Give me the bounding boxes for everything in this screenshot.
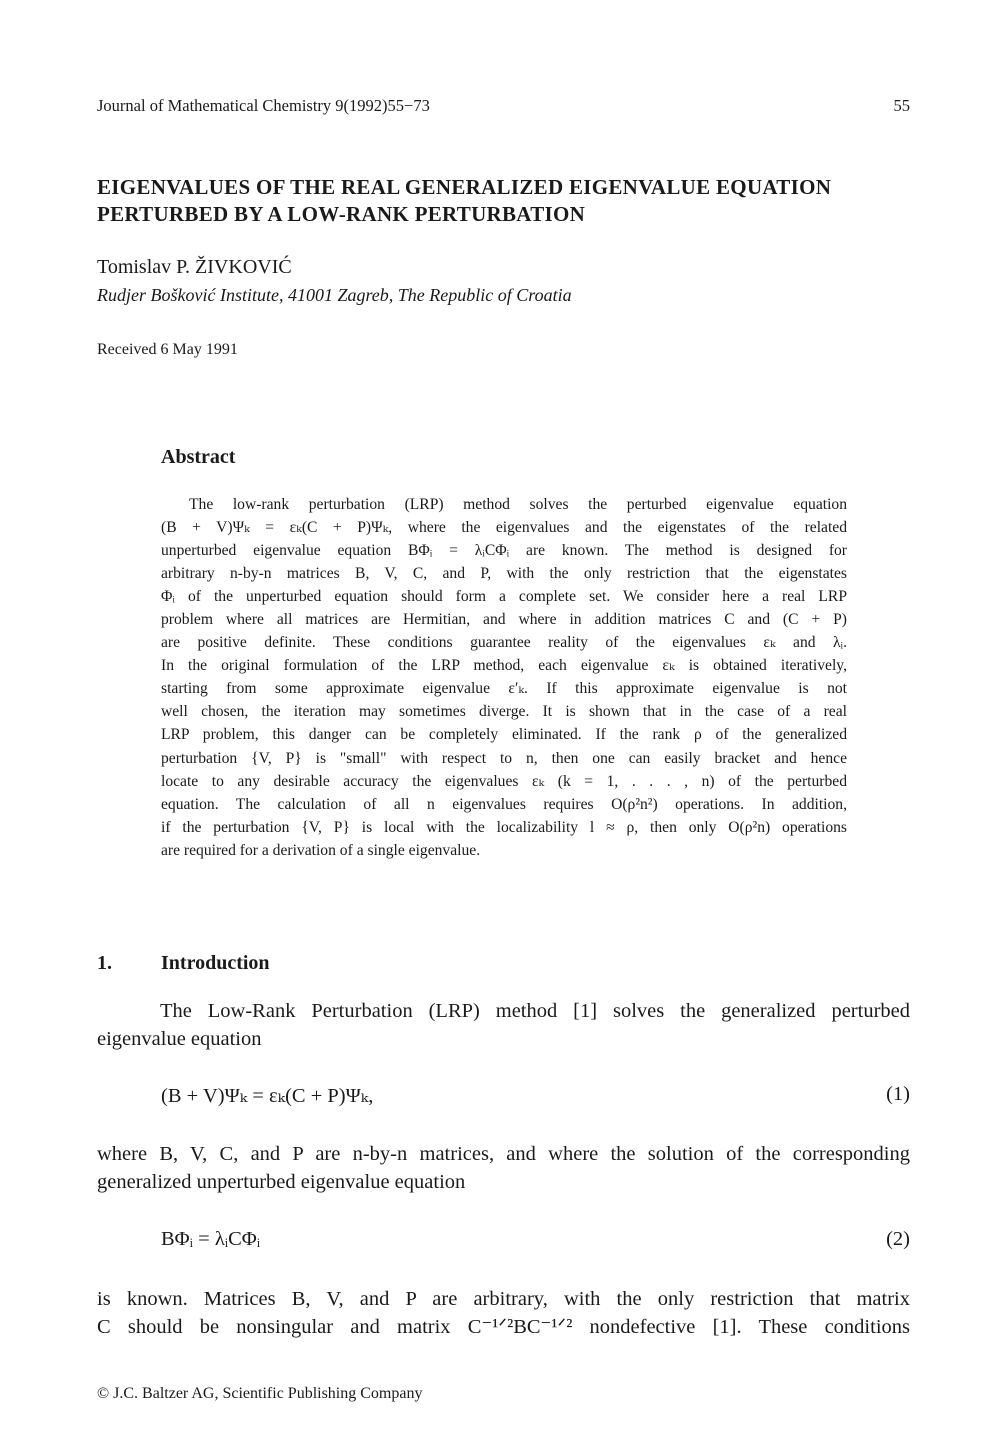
abstract-line: (B + V)Ψₖ = εₖ(C + P)Ψₖ, where the eigenvalues and the eigenstates of the related	[161, 519, 847, 537]
title-line: PERTURBED BY A LOW-RANK PERTURBATION	[97, 202, 586, 226]
abstract-line: locate to any desirable accuracy the eigenvalues εₖ (k = 1, . . . , n) of the perturbed	[161, 772, 847, 790]
abstract-line: arbitrary n-by-n matrices B, V, C, and P, with the only restriction that the eigenstates	[161, 565, 847, 583]
abstract-heading: Abstract	[161, 446, 236, 468]
abstract-line: Φᵢ of the unperturbed equation should form a complete set. We consider here a real LRP	[161, 588, 847, 606]
body-paragraph	[97, 997, 910, 1053]
body-line: eigenvalue equation	[97, 1028, 262, 1050]
author-name: Tomislav P. ŽIVKOVIĆ	[97, 256, 292, 278]
body-line: C should be nonsingular and matrix C⁻¹ᐟ²BC⁻¹ᐟ² nondefective [1]. These conditions	[97, 1316, 910, 1338]
page-number: 55	[893, 96, 910, 115]
abstract-line: perturbation {V, P} is "small" with respect to n, then one can easily bracket and hence	[161, 749, 847, 767]
abstract-line: problem where all matrices are Hermitian, and where in addition matrices C and (C + P)	[161, 611, 847, 629]
abstract-body	[161, 493, 847, 862]
body-line: The Low-Rank Perturbation (LRP) method [1] solves the generalized perturbed	[160, 1000, 910, 1022]
equation-2-number: (2)	[886, 1228, 910, 1250]
abstract-line: LRP problem, this danger can be completely eliminated. If the rank ρ of the generalized	[161, 726, 847, 744]
abstract-line: are positive definite. These conditions guarantee reality of the eigenvalues εₖ and λᵢ.	[161, 634, 847, 652]
abstract-line: if the perturbation {V, P} is local with the localizability l ≈ ρ, then only O(ρ²n) operations	[161, 818, 847, 836]
section-title: Introduction	[161, 952, 270, 974]
body-line: is known. Matrices B, V, and P are arbitrary, with the only restriction that matrix	[97, 1288, 910, 1310]
running-head: Journal of Mathematical Chemistry 9(1992)55−73	[97, 96, 430, 115]
equation-1-number: (1)	[886, 1083, 910, 1105]
abstract-line: starting from some approximate eigenvalue ε′ₖ. If this approximate eigenvalue is not	[161, 680, 847, 698]
abstract-line: are required for a derivation of a single eigenvalue.	[161, 841, 481, 859]
body-paragraph	[97, 1285, 910, 1341]
abstract-line: equation. The calculation of all n eigenvalues requires O(ρ²n²) operations. In addition,	[161, 795, 847, 813]
abstract-line: The low-rank perturbation (LRP) method solves the perturbed eigenvalue equation	[189, 496, 847, 513]
section-number: 1.	[97, 952, 112, 974]
body-line: generalized unperturbed eigenvalue equation	[97, 1171, 466, 1193]
abstract-line: unperturbed eigenvalue equation BΦᵢ = λᵢCΦᵢ are known. The method is designed for	[161, 542, 847, 560]
abstract-line: well chosen, the iteration may sometimes diverge. It is shown that in the case of a real	[161, 703, 847, 721]
body-paragraph	[97, 1140, 910, 1196]
equation-2: BΦᵢ = λᵢCΦᵢ	[161, 1228, 261, 1250]
title-line: EIGENVALUES OF THE REAL GENERALIZED EIGENVALUE EQUATION	[97, 175, 832, 199]
paper-title	[97, 174, 927, 228]
author-affiliation: Rudjer Bošković Institute, 41001 Zagreb, The Republic of Croatia	[97, 285, 572, 305]
abstract-line: In the original formulation of the LRP method, each eigenvalue εₖ is obtained iteratively,	[161, 657, 847, 675]
copyright-footer: © J.C. Baltzer AG, Scientific Publishing Company	[97, 1385, 423, 1402]
body-line: where B, V, C, and P are n-by-n matrices, and where the solution of the corresponding	[97, 1143, 910, 1165]
equation-1: (B + V)Ψₖ = εₖ(C + P)Ψₖ,	[161, 1085, 374, 1107]
received-date: Received 6 May 1991	[97, 341, 238, 358]
